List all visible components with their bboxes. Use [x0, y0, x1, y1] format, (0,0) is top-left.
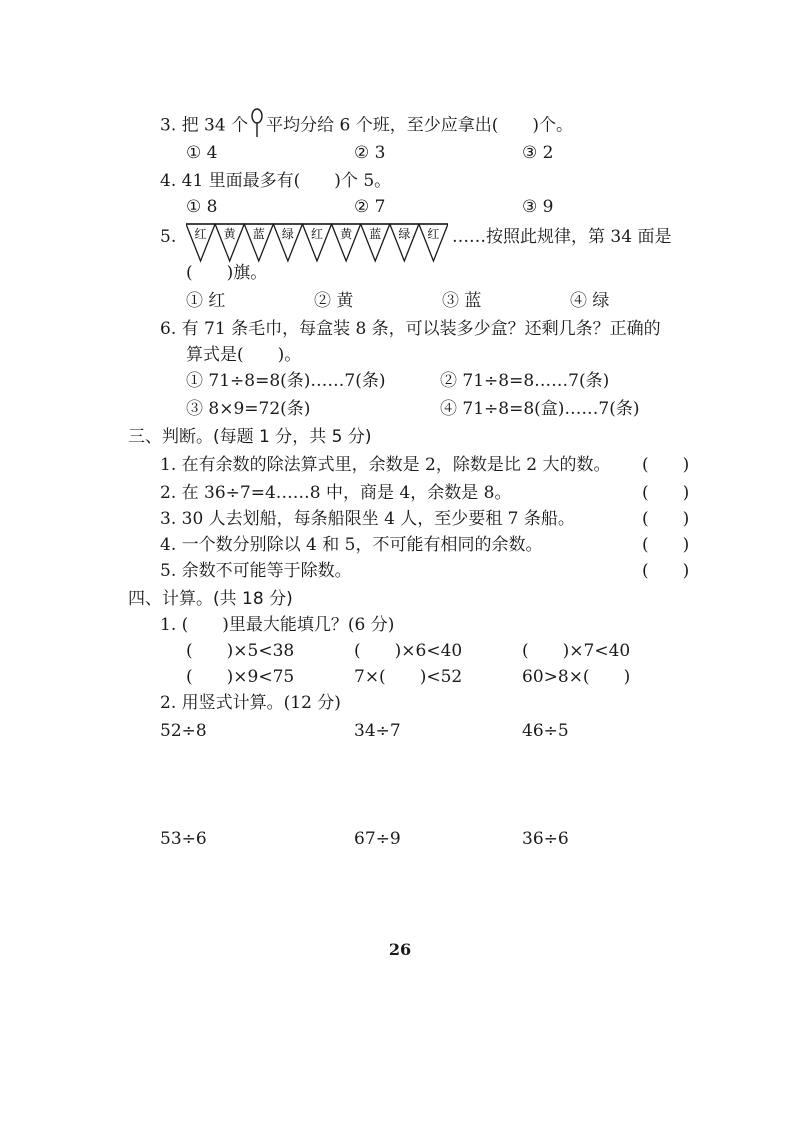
section-3-title: 三、判断。(每题 1 分，共 5 分) [128, 427, 372, 447]
question-4: 4. 41 里面最多有( )个 5。 [160, 171, 392, 191]
question-4-option-2: ② 7 [354, 197, 386, 217]
question-4-option-1: ① 8 [186, 197, 218, 217]
fill-blank-1[interactable]: ( )×5<38 [186, 641, 295, 661]
question-6-option-1: ① 71÷8=8(条)……7(条) [186, 371, 386, 391]
question-3-before: 3. 把 34 个 [160, 115, 249, 136]
vertical-calc-4: 53÷6 [160, 829, 207, 849]
vertical-calc-5: 67÷9 [354, 829, 401, 849]
judge-item-4: 4. 一个数分别除以 4 和 5，不可能有相同的余数。 [160, 535, 543, 555]
judge-item-1: 1. 在有余数的除法算式里，余数是 2，除数是比 2 大的数。 [160, 455, 611, 475]
question-5-option-1: ① 红 [186, 291, 226, 311]
question-5-option-2: ② 黄 [314, 291, 354, 311]
pennant-flag-label: 红 [194, 227, 207, 241]
judge-answer-2[interactable]: ( ) [642, 483, 690, 503]
pennant-flag-label: 绿 [281, 227, 294, 241]
question-3-option-1: ① 4 [186, 143, 218, 163]
question-6-line-2: 算式是( )。 [186, 345, 302, 365]
section-4-title: 四、计算。(共 18 分) [128, 589, 293, 609]
fill-blank-3[interactable]: ( )×7<40 [522, 641, 631, 661]
question-5-number: 5. [160, 227, 177, 247]
pennant-flag-label: 蓝 [369, 227, 382, 241]
question-5-option-3: ③ 蓝 [442, 291, 482, 311]
judge-item-2: 2. 在 36÷7=4……8 中，商是 4，余数是 8。 [160, 483, 512, 503]
question-6-option-4: ④ 71÷8=8(盒)……7(条) [440, 399, 640, 419]
section-4-sub-1-title: 1. ( )里最大能填几？(6 分) [160, 615, 395, 635]
vertical-calc-6: 36÷6 [522, 829, 569, 849]
pennant-flag-label: 黄 [340, 227, 353, 241]
judge-item-3: 3. 30 人去划船，每条船限坐 4 人，至少要租 7 条船。 [160, 509, 575, 529]
question-6-line-1: 6. 有 71 条毛巾，每盒装 8 条，可以装多少盒？还剩几条？正确的 [160, 319, 661, 339]
section-4-sub-2-title: 2. 用竖式计算。(12 分) [160, 693, 341, 713]
judge-item-5: 5. 余数不可能等于除数。 [160, 561, 352, 581]
fill-blank-2[interactable]: ( )×6<40 [354, 641, 463, 661]
fill-blank-6[interactable]: 60>8×( ) [522, 667, 631, 687]
judge-answer-5[interactable]: ( ) [642, 561, 690, 581]
vertical-calc-3: 46÷5 [522, 721, 569, 741]
question-3-option-3: ③ 2 [522, 143, 554, 163]
question-3-option-2: ② 3 [354, 143, 386, 163]
pennant-flag-label: 红 [310, 227, 324, 241]
page-number: 26 [388, 940, 412, 959]
judge-answer-3[interactable]: ( ) [642, 509, 690, 529]
racket-icon [250, 108, 264, 144]
fill-blank-4[interactable]: ( )×9<75 [186, 667, 295, 687]
pennant-flag-label: 蓝 [252, 227, 265, 241]
question-3-after: 平均分给 6 个班，至少应拿出( )个。 [266, 115, 573, 136]
fill-blank-5[interactable]: 7×( )<52 [354, 667, 463, 687]
question-6-option-2: ② 71÷8=8……7(条) [440, 371, 610, 391]
pennant-flag-label: 黄 [223, 227, 236, 241]
question-3 [160, 108, 573, 144]
vertical-calc-2: 34÷7 [354, 721, 401, 741]
question-5-option-4: ④ 绿 [570, 291, 610, 311]
question-5-line-2: ( )旗。 [186, 263, 268, 283]
pennant-flag-label: 绿 [398, 227, 411, 241]
judge-answer-1[interactable]: ( ) [642, 455, 690, 475]
vertical-calc-1: 52÷8 [160, 721, 207, 741]
question-4-option-3: ③ 9 [522, 197, 554, 217]
question-6-option-3: ③ 8×9=72(条) [186, 399, 311, 419]
question-5-after: ……按照此规律，第 34 面是 [452, 227, 672, 247]
pennant-flag-label: 红 [427, 227, 440, 241]
judge-answer-4[interactable]: ( ) [642, 535, 690, 555]
